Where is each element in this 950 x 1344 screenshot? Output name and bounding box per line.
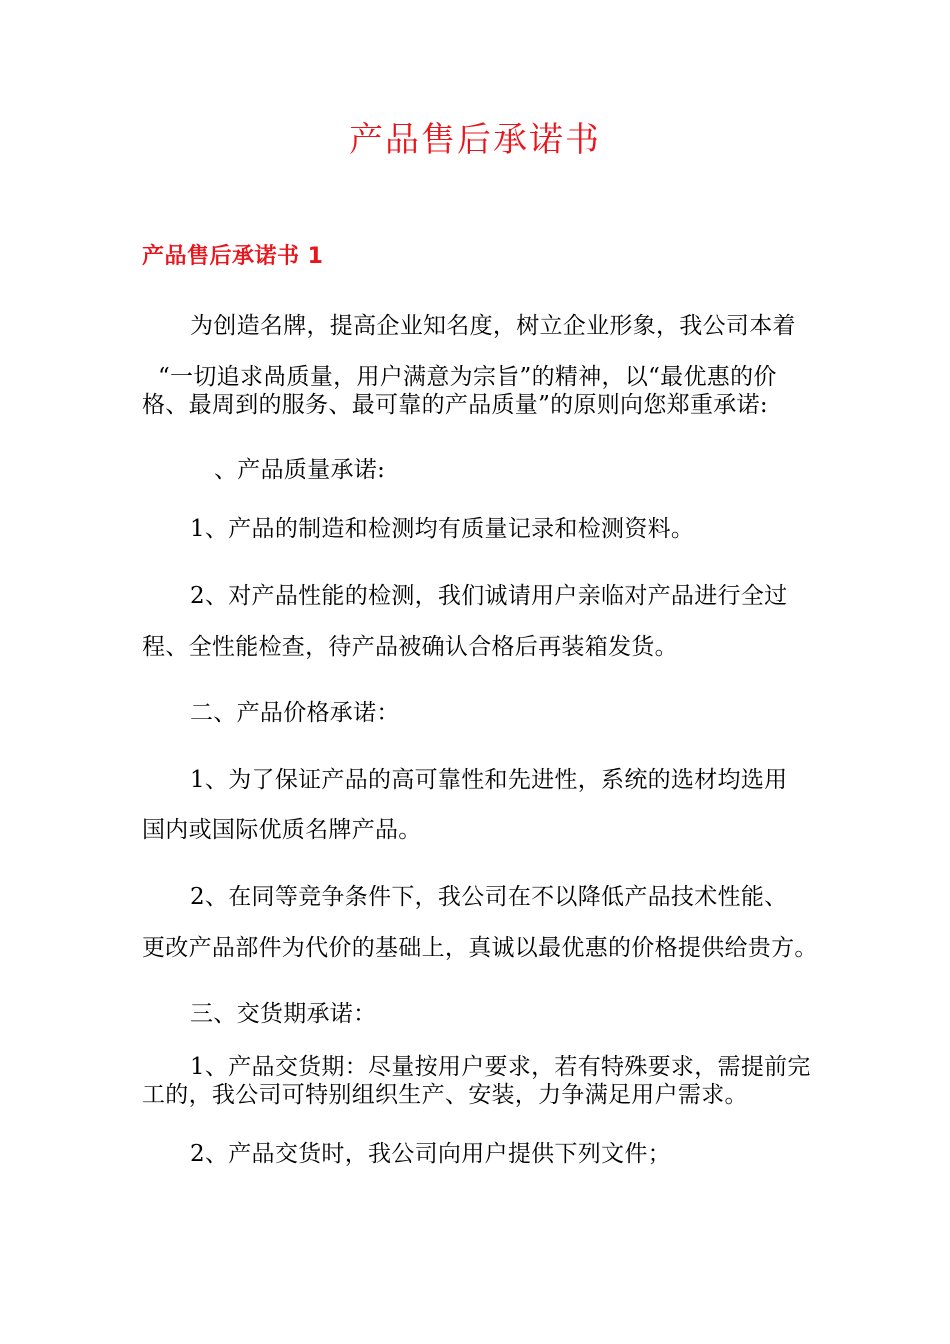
paragraph-line: 2、对产品性能的检测，我们诚请用户亲临对产品进行全过 [190,583,788,609]
section-title: 产品售后承诺书 1 [142,244,324,269]
paragraph-line: 格、最周到的服务、最可靠的产品质量”的原则向您郑重承诺: [142,392,768,418]
paragraph-line: 为创造名牌，提高企业知名度，树立企业形象，我公司本着 [190,313,796,339]
paragraph-line: 2、产品交货时，我公司向用户提供下列文件； [190,1141,671,1167]
paragraph-line: 国内或国际优质名牌产品。 [142,817,422,843]
paragraph-line: 工的，我公司可特别组织生产、安装，力争满足用户需求。 [142,1082,748,1108]
heading-delivery: 三、交货期承诺： [190,1001,377,1027]
heading-product-price: 二、产品价格承诺： [190,700,400,726]
paragraph-line: 1、为了保证产品的高可靠性和先进性，系统的选材均选用 [190,767,788,793]
document-title: 产品售后承诺书 [349,120,601,160]
paragraph-line: 1、产品的制造和检测均有质量记录和检测资料。 [190,516,695,542]
paragraph-line: 1、产品交货期：尽量按用户要求，若有特殊要求，需提前完 [190,1054,811,1080]
paragraph-line: 程、全性能检查，待产品被确认合格后再装箱发货。 [142,634,678,660]
paragraph-line: 更改产品部件为代价的基础上，真诚以最优惠的价格提供给贵方。 [142,935,818,961]
heading-product-quality: 、产品质量承诺: [214,457,386,483]
paragraph-line: “一切追求咼质量，用户满意为宗旨”的精神，以“最优惠的价 [158,364,777,390]
paragraph-line: 2、在同等竞争条件下，我公司在不以降低产品技术性能、 [190,884,788,910]
